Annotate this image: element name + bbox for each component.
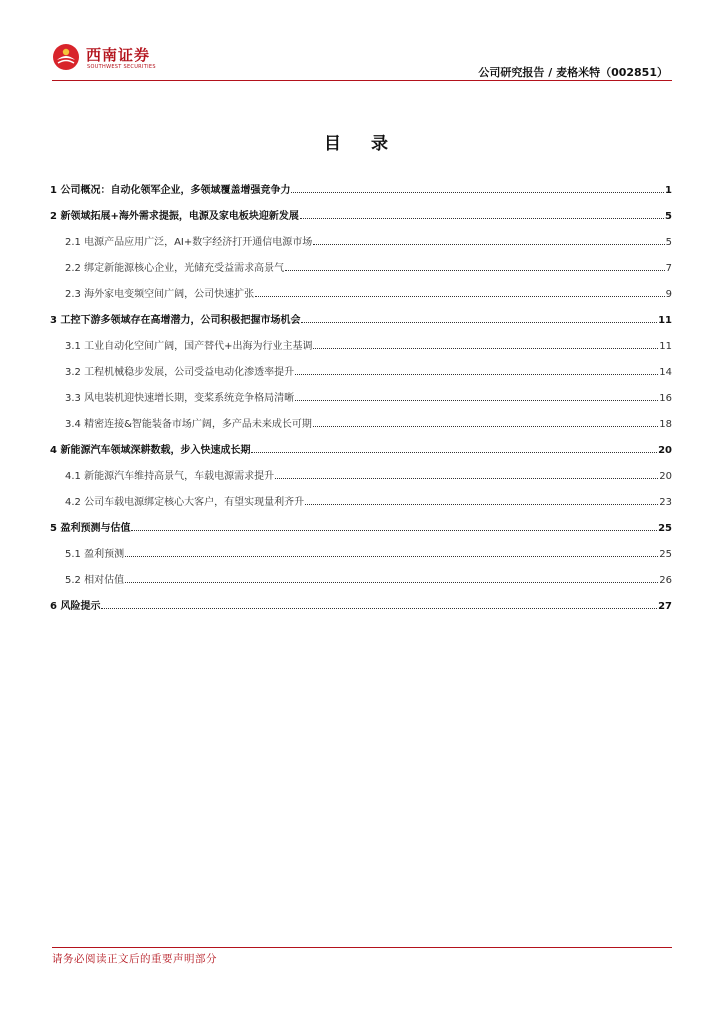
- toc-leader-dots: [125, 555, 658, 557]
- toc-entry-page: 5: [665, 237, 672, 248]
- toc-entry-label: 2.3 海外家电变频空间广阔，公司快速扩张: [65, 289, 255, 300]
- toc-entry-page: 14: [659, 367, 672, 378]
- toc-entry-page: 11: [659, 341, 672, 352]
- toc-entry-page: 18: [659, 419, 672, 430]
- toc-entry-page: 20: [658, 445, 672, 456]
- toc-entry-label: 5 盈利预测与估值: [50, 523, 131, 534]
- toc-subsection-entry[interactable]: [50, 274, 672, 300]
- toc-entry-label: 3.1 工业自动化空间广阔，国产替代+出海为行业主基调: [65, 341, 313, 352]
- toc-title: 目 录: [324, 134, 400, 154]
- logo-chinese-name: 西南证券: [86, 46, 151, 64]
- toc-subsection-entry[interactable]: [50, 222, 672, 248]
- toc-leader-dots: [305, 503, 658, 505]
- toc-subsection-entry[interactable]: [50, 248, 672, 274]
- toc-entry-page: 9: [665, 289, 672, 300]
- toc-entry-label: 4 新能源汽车领域深耕数载，步入快速成长期: [50, 445, 251, 456]
- header-divider: [52, 80, 672, 81]
- toc-section-entry[interactable]: [50, 508, 672, 534]
- toc-entry-page: 1: [665, 185, 672, 196]
- toc-entry-label: 5.1 盈利预测: [65, 549, 125, 560]
- toc-subsection-entry[interactable]: [50, 482, 672, 508]
- toc-leader-dots: [125, 581, 658, 583]
- toc-entry-label: 3.4 精密连接&智能装备市场广阔，多产品未来成长可期: [65, 419, 312, 430]
- toc-section-entry[interactable]: [50, 586, 672, 612]
- toc-entry-label: 2.1 电源产品应用广泛，AI+数字经济打开通信电源市场: [65, 237, 313, 248]
- toc-subsection-entry[interactable]: [50, 456, 672, 482]
- toc-entry-page: 16: [659, 393, 672, 404]
- toc-entry-page: 23: [659, 497, 672, 508]
- footer-disclaimer: 请务必阅读正文后的重要声明部分: [52, 953, 217, 965]
- toc-leader-dots: [275, 477, 658, 479]
- toc-subsection-entry[interactable]: [50, 534, 672, 560]
- toc-leader-dots: [313, 425, 658, 427]
- toc-leader-dots: [313, 243, 664, 245]
- toc-entry-page: 7: [665, 263, 672, 274]
- toc-entry-label: 1 公司概况：自动化领军企业，多领域覆盖增强竞争力: [50, 185, 291, 196]
- toc-leader-dots: [285, 269, 665, 271]
- toc-leader-dots: [301, 321, 657, 323]
- toc-leader-dots: [131, 529, 657, 531]
- table-of-contents: [50, 170, 672, 612]
- toc-section-entry[interactable]: [50, 430, 672, 456]
- toc-entry-label: 4.1 新能源汽车维持高景气，车载电源需求提升: [65, 471, 275, 482]
- toc-leader-dots: [101, 607, 657, 609]
- toc-section-entry[interactable]: [50, 300, 672, 326]
- toc-entry-page: 25: [659, 549, 672, 560]
- toc-entry-page: 11: [658, 315, 672, 326]
- toc-entry-page: 5: [665, 211, 672, 222]
- logo-english-name: SOUTHWEST SECURITIES: [87, 64, 156, 70]
- logo-emblem-icon: [52, 43, 80, 71]
- company-logo: [52, 42, 182, 74]
- toc-entry-page: 25: [658, 523, 672, 534]
- toc-leader-dots: [255, 295, 665, 297]
- toc-entry-label: 5.2 相对估值: [65, 575, 125, 586]
- toc-section-entry[interactable]: [50, 196, 672, 222]
- footer-divider: [52, 947, 672, 948]
- toc-leader-dots: [291, 191, 664, 193]
- toc-subsection-entry[interactable]: [50, 404, 672, 430]
- toc-entry-label: 2 新领域拓展+海外需求提振，电源及家电板块迎新发展: [50, 211, 299, 222]
- toc-leader-dots: [295, 373, 658, 375]
- toc-leader-dots: [300, 217, 664, 219]
- toc-leader-dots: [313, 347, 658, 349]
- toc-entry-label: 6 风险提示: [50, 601, 101, 612]
- toc-entry-label: 4.2 公司车载电源绑定核心大客户，有望实现量利齐升: [65, 497, 305, 508]
- toc-subsection-entry[interactable]: [50, 326, 672, 352]
- toc-entry-label: 3 工控下游多领域存在高增潜力，公司积极把握市场机会: [50, 315, 301, 326]
- toc-subsection-entry[interactable]: [50, 352, 672, 378]
- toc-entry-page: 20: [659, 471, 672, 482]
- toc-leader-dots: [251, 451, 657, 453]
- toc-section-entry[interactable]: [50, 170, 672, 196]
- toc-leader-dots: [295, 399, 658, 401]
- toc-subsection-entry[interactable]: [50, 560, 672, 586]
- toc-entry-label: 2.2 绑定新能源核心企业，光储充受益需求高景气: [65, 263, 285, 274]
- page-header: [0, 0, 724, 82]
- toc-entry-page: 26: [659, 575, 672, 586]
- toc-entry-label: 3.2 工程机械稳步发展，公司受益电动化渗透率提升: [65, 367, 295, 378]
- toc-entry-page: 27: [658, 601, 672, 612]
- toc-subsection-entry[interactable]: [50, 378, 672, 404]
- report-title: 公司研究报告 / 麦格米特（002851）: [478, 66, 668, 79]
- toc-entry-label: 3.3 风电装机迎快速增长期，变桨系统竞争格局清晰: [65, 393, 295, 404]
